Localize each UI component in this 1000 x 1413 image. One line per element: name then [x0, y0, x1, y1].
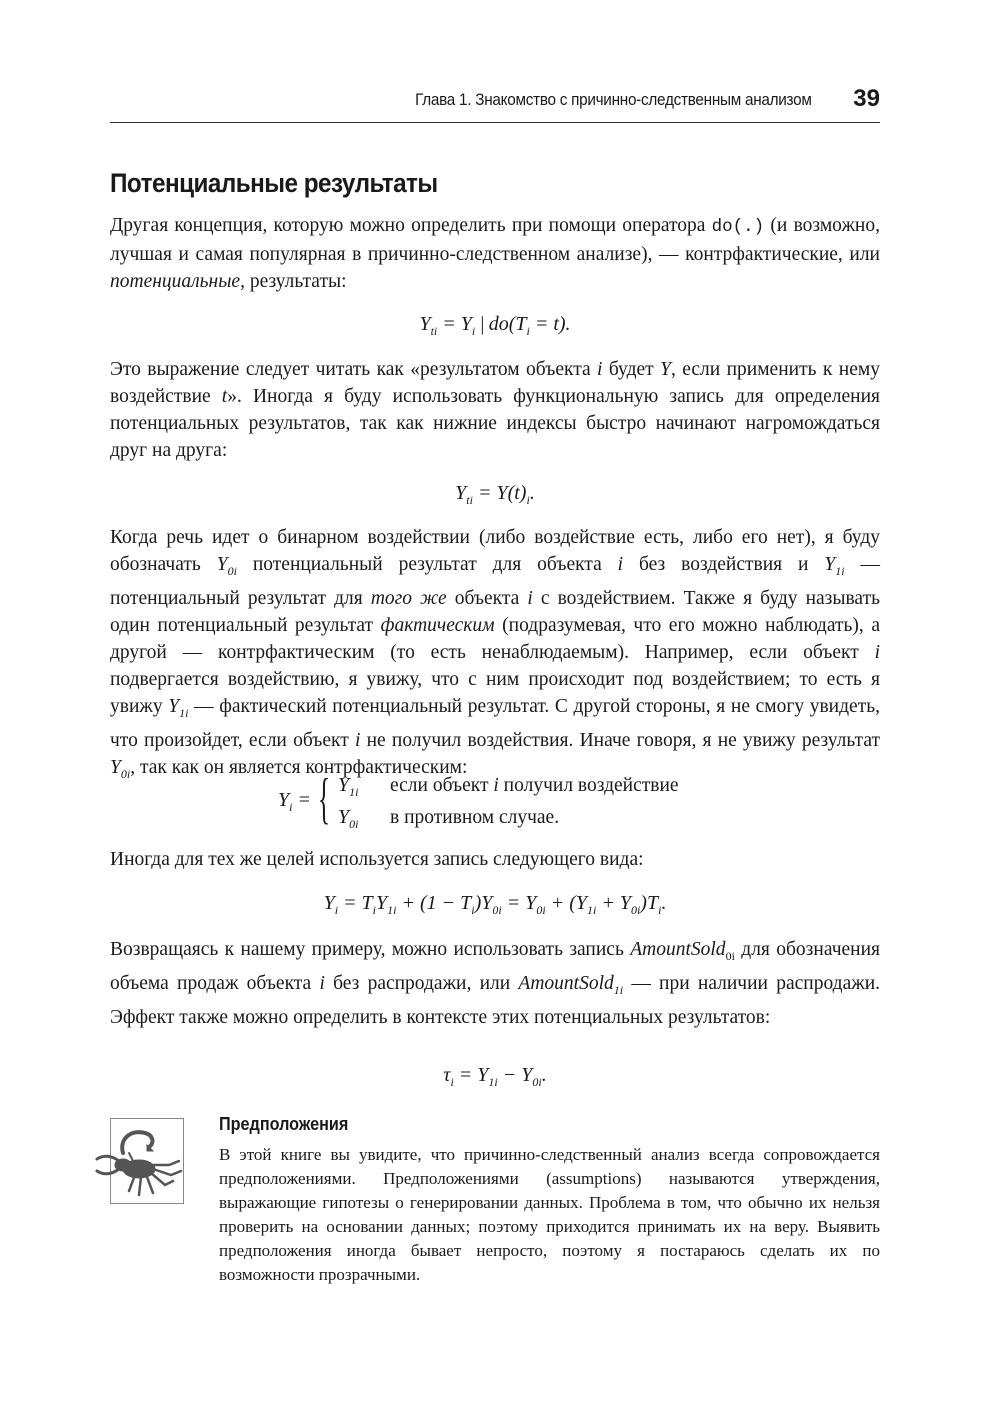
- chapter-title: Глава 1. Знакомство с причинно-следственным анализом: [415, 90, 812, 109]
- paragraph-example: Возвращаясь к нашему примеру, можно использовать запись AmountSold$_{0i}$ для обозначения объема продаж объекта i без распродажи, или AmountSold$_{1i}$ — при наличии распродажи. Эффект также можно определить в контексте этих потенциальных результатов:: [110, 939, 881, 1028]
- section-title: Потенциальные результаты: [110, 168, 438, 198]
- formula-cases: $Y_i$ = { $Y_{1i}$ если объект i получил воздействие $Y_{0i}$ в противном случае.: [278, 768, 679, 831]
- note-text: В этой книге вы увидите, что причинно-следственный анализ всегда сопровождается предположениями. Предположениями (assumptions) называются утверждения, выражающие гипотезы о генерировании данных. Проблема в том, что обычно их нельзя проверить на основании данных; поэтому приходится принимать их на веру. Выявить предположения иногда бывает непросто, поэтому я постараюсь сделать их по возможности прозрачными.: [219, 1145, 880, 1284]
- formula-functional: $Y_{ti} = Y(t)_i$.: [455, 482, 535, 507]
- note-title: Предположения: [219, 1114, 349, 1134]
- formula-potential-outcome: $Y_{ti} = Y_i$ | $do(T_i = t)$.: [419, 313, 571, 338]
- inline-code: do(.): [711, 217, 765, 237]
- paragraph-reading: Это выражение следует читать как «результатом объекта i будет Y, если применить к нему воздействие t». Иногда я буду использовать функциональную запись для определения потенциальных результатов, так как нижние индексы быстро начинают нагромождаться друг на друга:: [110, 359, 880, 461]
- formula-switching: $Y_i = T_iY_{1i} + (1 - T_i)Y_{0i} = Y_{0i} + (Y_{1i} + Y_{0i})T_i$.: [323, 892, 667, 917]
- scorpion-icon: [110, 1118, 184, 1204]
- paragraph-binary: Когда речь идет о бинарном воздействии (либо воздействие есть, либо его нет), я буду обозначать $Y_{0i}$ потенциальный результат для объекта i без воздействия и $Y_{1i}$ — потенциальный результат для того же объекта i с воздействием. Также я буду называть один потенциальный результат фактическим (подразумевая, что его можно наблюдать), а другой — контрфактическим (то есть ненаблюдаемым). Например, если объект i подвергается воздействию, я увижу, что с ним происходит под воздействием; то есть я увижу $Y_{1i}$ — фактический потенциальный результат. С другой стороны, я не смогу увидеть, что произойдет, если объект i не получил воздействия. Иначе говоря, я не увижу результат $Y_{0i}$, так как он является контрфактическим:: [110, 527, 881, 781]
- paragraph-alt-notation: Иногда для тех же целей используется запись следующего вида:: [110, 849, 644, 870]
- paragraph-intro: Другая концепция, которую можно определить при помощи оператора do(.) (и возможно, лучшая и самая популярная в причинно-следственном анализе), — контрфактические, или потенциальные, результаты:: [110, 215, 880, 292]
- page-number: 39: [853, 85, 880, 112]
- formula-effect: $\tau_i = Y_{1i} - Y_{0i}$.: [443, 1064, 547, 1089]
- running-header: [110, 85, 880, 123]
